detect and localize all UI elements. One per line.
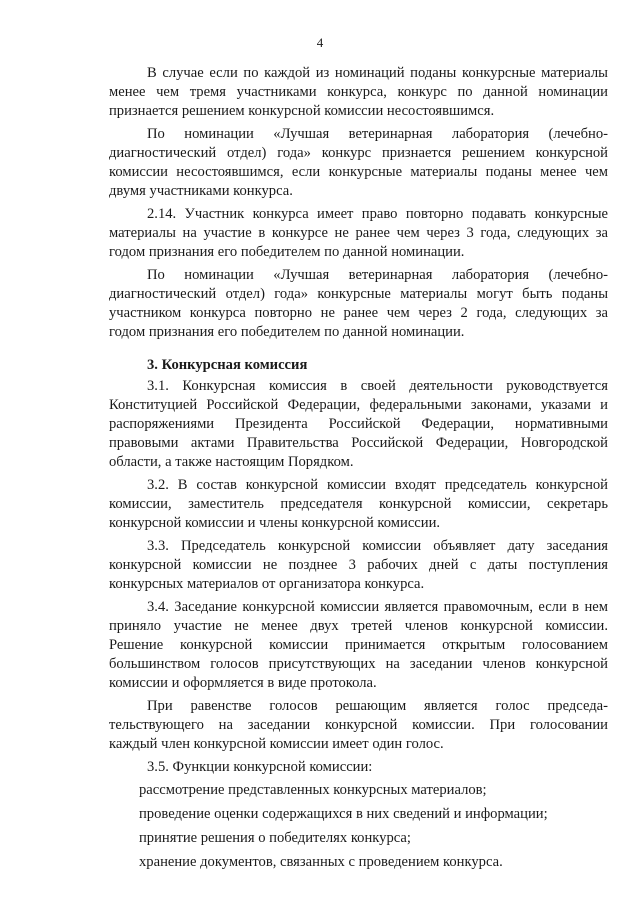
text-line: участником конкурса повторно не ранее чем через 2 года, следующих за xyxy=(109,305,608,321)
text-line: По номинации «Лучшая ветеринарная лаборатория (лечебно- xyxy=(147,267,608,283)
paragraph-lab-resubmission xyxy=(109,266,608,342)
paragraph-nomination-failure xyxy=(109,64,608,121)
text-line: большинством голосов присутствующих на заседании членов конкурсной xyxy=(109,656,608,672)
text-line: комиссии, заместитель председателя конкурсной комиссии, секретарь xyxy=(109,496,608,512)
text-line: Конституцией Российской Федерации, федеральными законами, указами и xyxy=(109,397,608,413)
text-line: каждый член конкурсной комиссии имеет один голос. xyxy=(109,736,444,752)
text-line: конкурсной комиссии и члены конкурсной комиссии. xyxy=(109,515,441,531)
text-line: По номинации «Лучшая ветеринарная лаборатория (лечебно- xyxy=(147,126,608,142)
text-line: распоряжениями Президента Российской Федерации, нормативными xyxy=(109,416,608,432)
list-item: проведение оценки содержащихся в них сведений и информации; xyxy=(139,806,548,822)
text-line: менее чем тремя участниками конкурса, конкурс по данной номинации xyxy=(109,84,608,100)
paragraph-3-5 xyxy=(109,758,608,777)
list-item: рассмотрение представленных конкурсных материалов; xyxy=(139,782,487,798)
text-line: 3.1. Конкурсная комиссия в своей деятельности руководствуется xyxy=(147,378,608,394)
text-line: При равенстве голосов решающим является голос председа- xyxy=(147,698,608,714)
text-line: 3.2. В состав конкурсной комиссии входят председатель конкурсной xyxy=(147,477,608,493)
text-line: годом признания его победителем по данной номинации. xyxy=(109,244,465,260)
paragraph-3-4 xyxy=(109,598,608,693)
document-body xyxy=(109,64,608,877)
list-item: принятие решения о победителях конкурса; xyxy=(139,830,411,846)
functions-intro: 3.5. Функции конкурсной комиссии: xyxy=(147,759,373,775)
text-line: комиссии и оформляется в виде протокола. xyxy=(109,675,377,691)
text-line: комиссии несостоявшимся, если конкурсные материалы поданы менее чем xyxy=(109,164,608,180)
functions-list xyxy=(109,781,608,872)
paragraph-3-2 xyxy=(109,476,608,533)
page-number: 4 xyxy=(316,35,324,50)
paragraph-tie-vote xyxy=(109,697,608,754)
text-line: диагностический отдел) года» конкурсные материалы могут быть поданы xyxy=(109,286,608,302)
text-line: В случае если по каждой из номинаций поданы конкурсные материалы xyxy=(147,65,608,81)
text-line: 3.4. Заседание конкурсной комиссии является правомочным, если в нем xyxy=(147,599,608,615)
text-line: признается решением конкурсной комиссии несостоявшимся. xyxy=(109,103,495,119)
paragraph-3-3 xyxy=(109,537,608,594)
text-line: приняло участие не менее двух третей членов конкурсной комиссии. xyxy=(109,618,608,634)
text-line: правовыми актами Правительства Российской Федерации, Новгородской xyxy=(109,435,608,451)
text-line: области, а также настоящим Порядком. xyxy=(109,454,354,470)
list-item: хранение документов, связанных с проведением конкурса. xyxy=(139,854,503,870)
section-heading: 3. Конкурсная комиссия xyxy=(147,357,308,373)
text-line: годом признания его победителем по данной номинации. xyxy=(109,324,465,340)
paragraph-2-14 xyxy=(109,205,608,262)
paragraph-3-1 xyxy=(109,377,608,472)
text-line: диагностический отдел) года» конкурс признается решением конкурсной xyxy=(109,145,608,161)
text-line: тельствующего на заседании конкурсной комиссии. При голосовании xyxy=(109,717,608,733)
text-line: 3.3. Председатель конкурсной комиссии объявляет дату заседания xyxy=(147,538,608,554)
text-line: двумя участниками конкурса. xyxy=(109,183,293,199)
text-line: 2.14. Участник конкурса имеет право повторно подавать конкурсные xyxy=(147,206,608,222)
text-line: конкурсных материалов от организатора конкурса. xyxy=(109,576,425,592)
text-line: конкурсной комиссии не позднее 3 рабочих дней с даты поступления xyxy=(109,557,608,573)
paragraph-lab-nomination-failure xyxy=(109,125,608,201)
text-line: Решение конкурсной комиссии принимается открытым голосованием xyxy=(109,637,608,653)
text-line: материалы на участие в конкурсе не ранее чем через 3 года, следующих за xyxy=(109,225,608,241)
